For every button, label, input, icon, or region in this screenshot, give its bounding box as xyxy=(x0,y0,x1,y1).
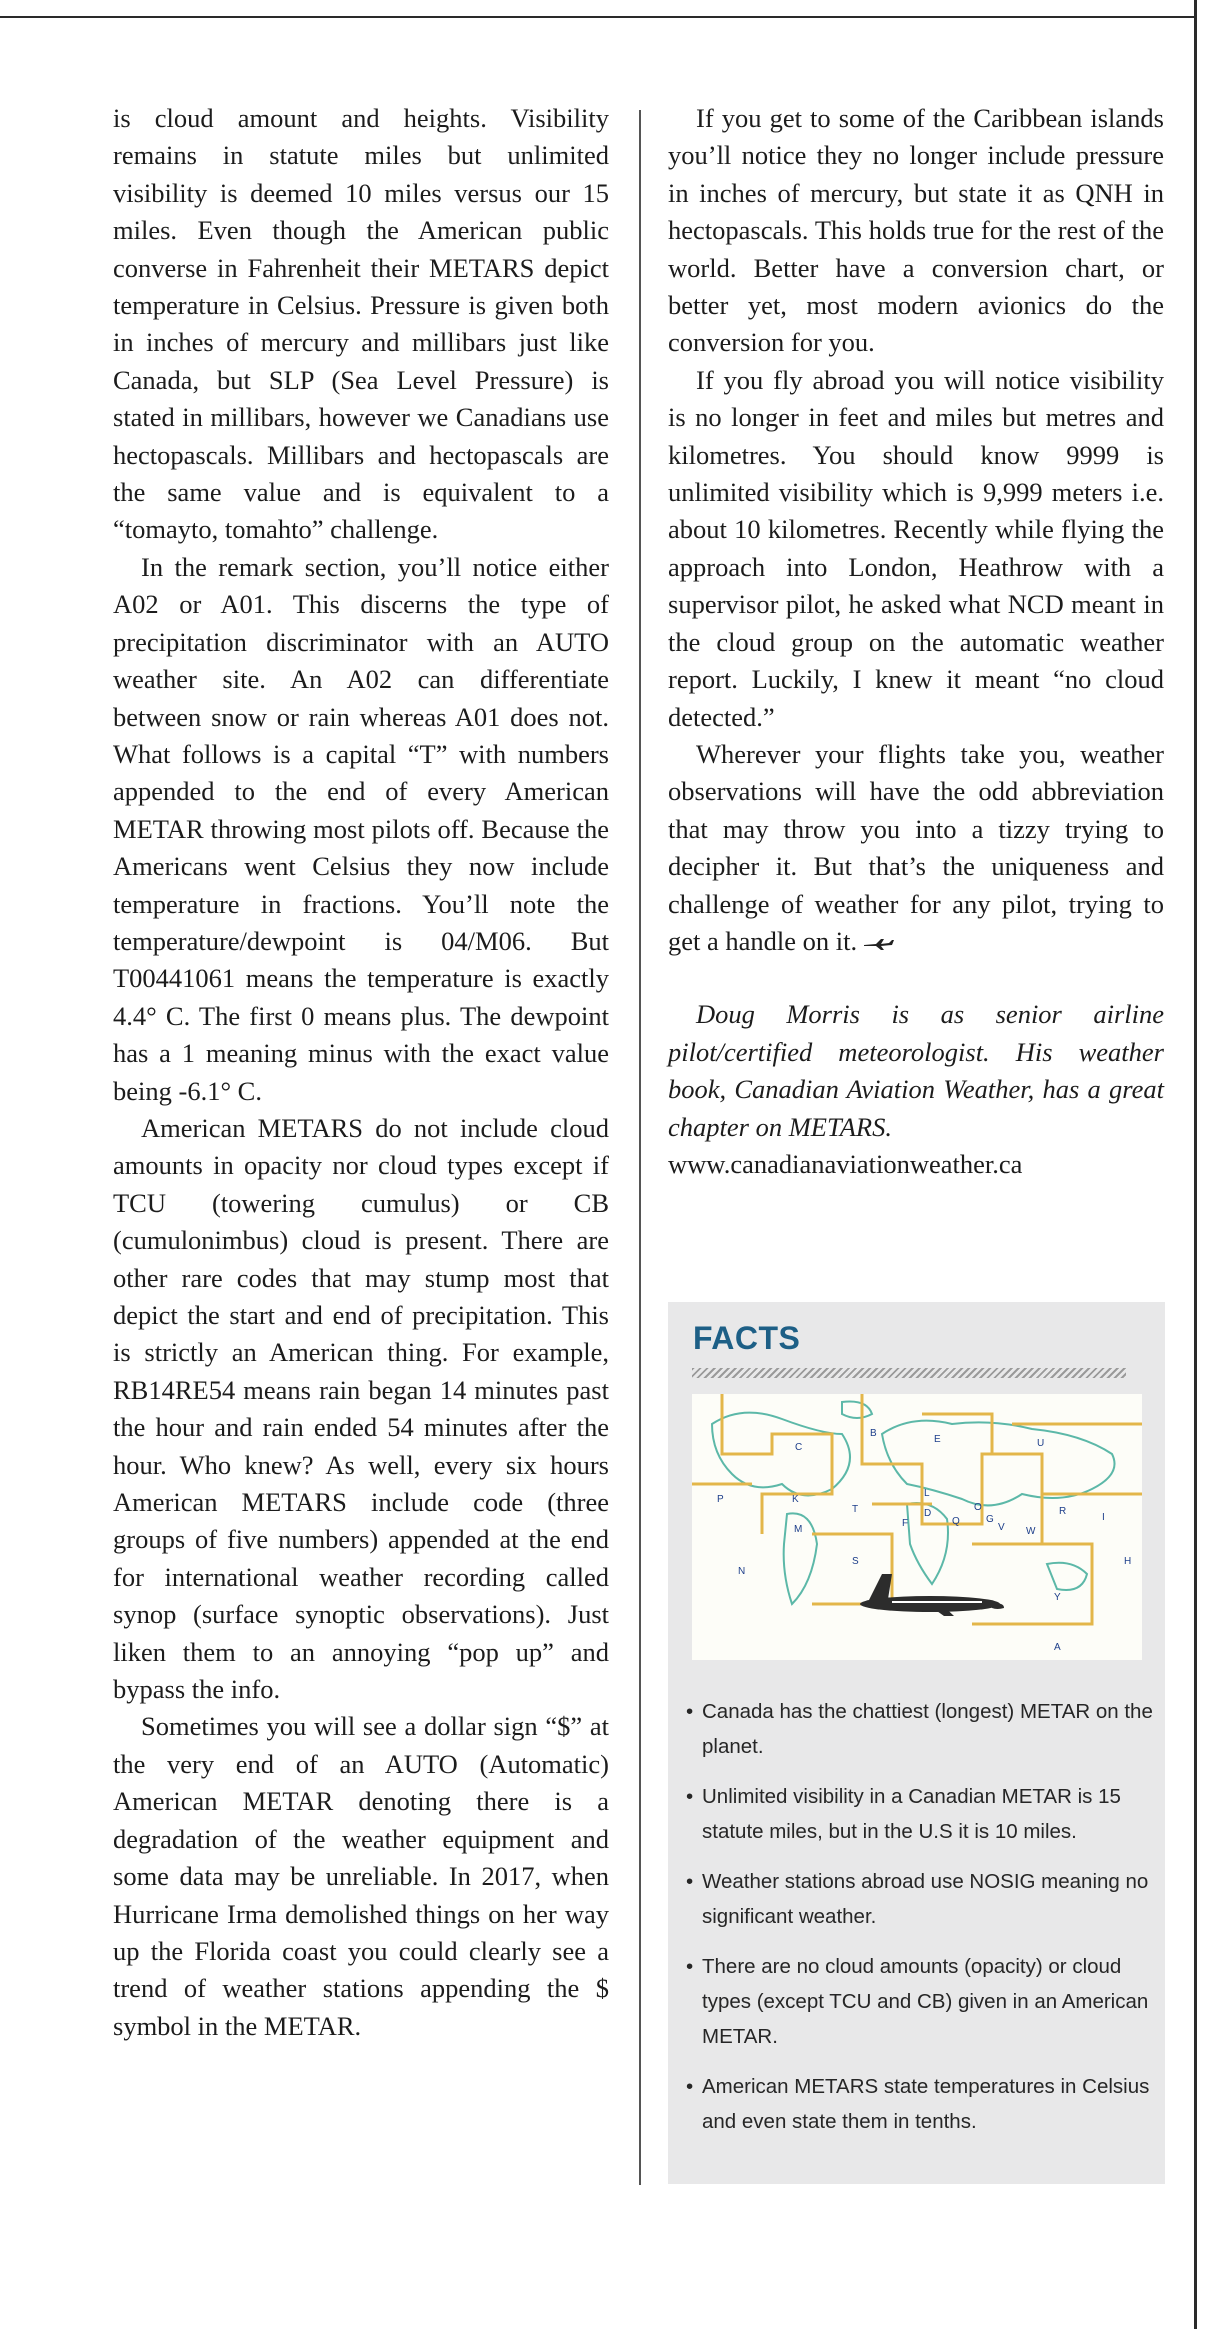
svg-text:G: G xyxy=(986,1514,994,1525)
world-map-airplane-icon xyxy=(692,1394,1142,1660)
facts-item: • Canada has the chattiest (longest) METAR on the planet. xyxy=(686,1694,1154,1764)
paragraph: If you fly abroad you will notice visibility is no longer in feet and miles but metres and kilometres. You should know 9999 is unlimited visibility which is 9,999 meters i.e. about 10 kilometres. Recently while flying the approach into London, Heathrow with a supervisor pilot, he asked what NCD meant in the cloud group on the automatic weather report. Luckily, I knew it meant “no cloud detected.” xyxy=(668,364,1164,732)
svg-text:Q: Q xyxy=(952,1516,960,1527)
svg-text:Y: Y xyxy=(1054,1592,1061,1603)
top-border-rule xyxy=(0,16,1196,18)
svg-text:B: B xyxy=(870,1428,877,1439)
facts-list xyxy=(686,1694,1154,2154)
svg-text:U: U xyxy=(1037,1438,1045,1449)
svg-text:P: P xyxy=(717,1494,724,1505)
svg-text:F: F xyxy=(902,1518,909,1529)
svg-text:L: L xyxy=(924,1488,930,1499)
left-column xyxy=(113,100,609,2045)
svg-text:E: E xyxy=(934,1434,941,1445)
svg-text:N: N xyxy=(738,1566,746,1577)
facts-hatch-rule xyxy=(692,1368,1126,1378)
svg-text:S: S xyxy=(852,1556,859,1567)
paragraph: American METARS do not include cloud amounts in opacity nor cloud types except if TCU (towering cumulus) or CB (cumulonimbus) cloud is present. There are other rare codes that may stump most that depict the start and end of precipitation. This is strictly an American thing. For example, RB14RE54 means rain began 14 minutes past the hour and rain ended 54 minutes after the hour. Who knew? As well, every six hours American METARS include code (three groups of five numbers) appended at the end for international weather recording called synop (surface synoptic observations). Just liken them to an annoying “pop up” and bypass the info. xyxy=(113,1112,609,1705)
svg-text:V: V xyxy=(998,1522,1005,1533)
author-bio: Doug Morris is as senior airline pilot/certified meteorologist. His weather book, Canadian Aviation Weather, has a great chapter on METARS. xyxy=(668,999,1164,1142)
facts-sidebar xyxy=(668,1302,1165,2184)
right-border-rule xyxy=(1194,0,1197,2329)
svg-text:W: W xyxy=(1026,1526,1036,1537)
paragraph: In the remark section, you’ll notice either A02 or A01. This discerns the type of precipitation discriminator with an AUTO weather site. An A02 can differentiate between snow or rain whereas A01 does not. What follows is a capital “T” with numbers appended to the end of every American METAR throwing most pilots off. Because the Americans went Celsius they now include temperature in fractions. You’ll note the temperature/dewpoint is 04/M06. But T00441061 means the temperature is exactly 4.4° C. The first 0 means plus. The dewpoint has a 1 meaning minus with the exact value being -6.1° C. xyxy=(113,551,609,1106)
paragraph-final xyxy=(668,736,1164,960)
paragraph: Sometimes you will see a dollar sign “$” at the very end of an AUTO (Automatic) American METAR denoting there is a degradation of the weather equipment and some data may be unreliable. In 2017, when Hurricane Irma demolished things on her way up the Florida coast you could clearly see a trend of weather stations appending the $ symbol in the METAR. xyxy=(113,1711,609,2041)
svg-text:H: H xyxy=(1124,1556,1132,1567)
facts-item: • Weather stations abroad use NOSIG meaning no significant weather. xyxy=(686,1864,1154,1934)
svg-text:C: C xyxy=(795,1442,803,1453)
paragraph-text: Wherever your flights take you, weather observations will have the odd abbreviation that may throw you into a tizzy trying to decipher it. But that’s the uniqueness and challenge of weather for any pilot, trying to get a handle on it. xyxy=(668,738,1164,956)
svg-text:D: D xyxy=(924,1508,932,1519)
column-divider xyxy=(639,110,641,2185)
svg-text:A: A xyxy=(1054,1642,1061,1653)
svg-text:T: T xyxy=(852,1504,859,1515)
paragraph: If you get to some of the Caribbean islands you’ll notice they no longer include pressure in inches of mercury, but state it as QNH in hectopascals. This holds true for the rest of the world. Better have a conversion chart, or better yet, most modern avionics do the conversion for you. xyxy=(668,103,1164,358)
facts-title: FACTS xyxy=(693,1320,801,1356)
right-column xyxy=(668,100,1164,1183)
svg-text:R: R xyxy=(1059,1506,1067,1517)
facts-item: • There are no cloud amounts (opacity) or cloud types (except TCU and CB) given in an American METAR. xyxy=(686,1949,1154,2054)
svg-text:O: O xyxy=(974,1502,982,1513)
facts-item: • Unlimited visibility in a Canadian METAR is 15 statute miles, but in the U.S it is 10 miles. xyxy=(686,1779,1154,1849)
author-website-link[interactable]: www.canadianaviationweather.ca xyxy=(668,1148,1023,1179)
paragraph: is cloud amount and heights. Visibility remains in statute miles but unlimited visibility is deemed 10 miles versus our 15 miles. Even though the American public converse in Fahrenheit their METARS depict temperature in Celsius. Pressure is given both in inches of mercury and millibars just like Canada, but SLP (Sea Level Pressure) is stated in millibars, however we Canadians use hectopascals. Millibars and hectopascals are the same value and is equivalent to a “tomayto, tomahto” challenge. xyxy=(113,103,609,545)
svg-text:I: I xyxy=(1102,1512,1105,1523)
plane-end-mark-icon xyxy=(863,936,895,952)
svg-text:K: K xyxy=(792,1494,799,1505)
facts-item: • American METARS state temperatures in Celsius and even state them in tenths. xyxy=(686,2069,1154,2139)
svg-text:M: M xyxy=(794,1524,803,1535)
